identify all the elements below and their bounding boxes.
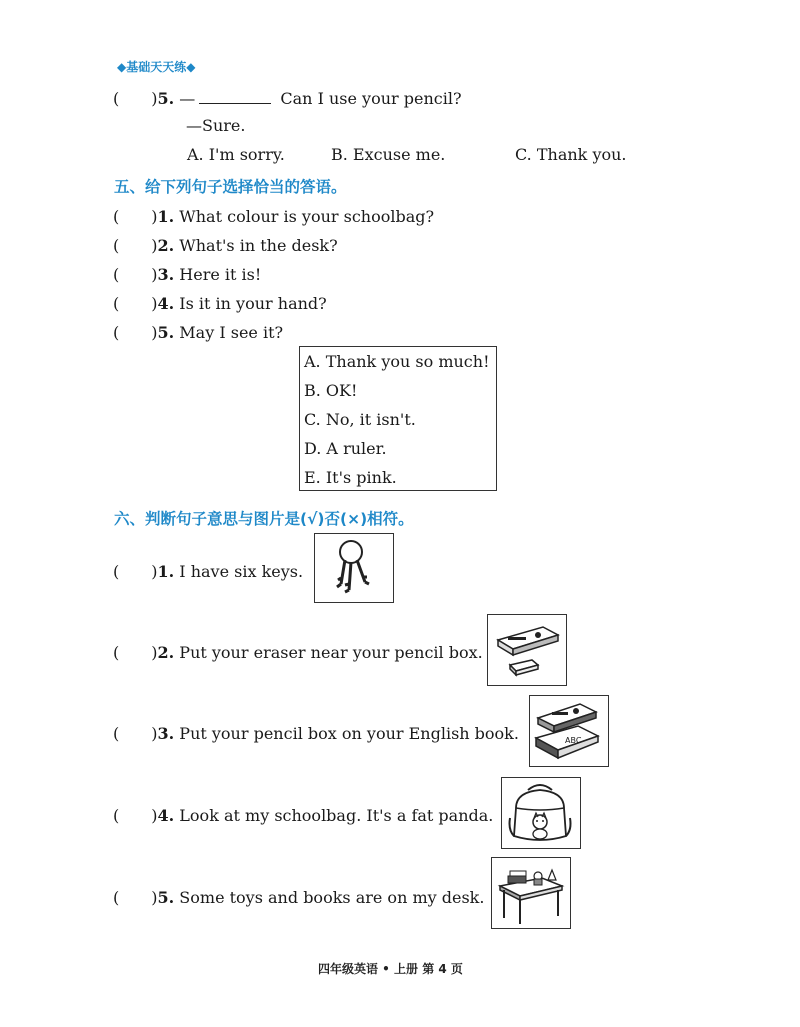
- schoolbag-picture: [501, 777, 581, 849]
- answer-paren[interactable]: ( ): [113, 643, 158, 662]
- pencil-box-eraser-icon: [488, 615, 565, 684]
- s6-question-4: [113, 803, 493, 826]
- q5-top-row: [113, 86, 462, 109]
- q5-option-c: C. Thank you.: [515, 145, 627, 164]
- s5-question-3: [113, 262, 261, 285]
- question-text: Put your pencil box on your English book.: [179, 724, 519, 743]
- question-number: 4.: [157, 294, 175, 313]
- dash: —: [179, 89, 196, 108]
- pencil-box-eraser-picture: [487, 614, 567, 686]
- answer-paren[interactable]: ( ): [113, 724, 158, 743]
- s5-question-4: [113, 291, 327, 314]
- desk-picture: [491, 857, 571, 929]
- question-number: 3.: [157, 724, 175, 743]
- question-number: 1.: [157, 562, 175, 581]
- s6-question-2: [113, 640, 483, 663]
- question-text: May I see it?: [179, 323, 284, 342]
- book-label: ABC: [565, 736, 582, 745]
- question-number: 2.: [157, 236, 175, 255]
- keys-icon: [315, 534, 392, 601]
- pencil-box-on-book-picture: [529, 695, 609, 767]
- answer-paren[interactable]: ( ): [113, 888, 158, 907]
- question-number: 5.: [157, 89, 175, 108]
- s5-question-1: [113, 204, 434, 227]
- q5-option-b: B. Excuse me.: [331, 145, 446, 164]
- question-text: Look at my schoolbag. It's a fat panda.: [179, 806, 494, 825]
- s5-question-2: [113, 233, 338, 256]
- keys-picture: [314, 533, 394, 603]
- answer-option-c: C. No, it isn't.: [304, 410, 416, 429]
- schoolbag-cat-icon: [502, 778, 579, 847]
- answer-paren[interactable]: ( ): [113, 323, 158, 342]
- answer-paren[interactable]: ( ): [113, 265, 158, 284]
- page-footer: 四年级英语 • 上册 第 4 页: [318, 962, 463, 976]
- question-number: 4.: [157, 806, 175, 825]
- s5-question-5: [113, 320, 283, 343]
- question-text: I have six keys.: [179, 562, 304, 581]
- question-number: 3.: [157, 265, 175, 284]
- question-number: 2.: [157, 643, 175, 662]
- fill-blank[interactable]: [199, 89, 271, 104]
- answer-options-box: [299, 346, 497, 491]
- s6-question-3: [113, 721, 519, 744]
- answer-option-d: D. A ruler.: [304, 439, 387, 458]
- answer-paren[interactable]: ( ): [113, 89, 158, 108]
- answer-paren[interactable]: ( ): [113, 207, 158, 226]
- s6-question-1: [113, 559, 303, 582]
- answer-option-b: B. OK!: [304, 381, 358, 400]
- question-text: Here it is!: [179, 265, 262, 284]
- answer-paren[interactable]: ( ): [113, 236, 158, 255]
- answer-option-a: A. Thank you so much!: [304, 352, 490, 371]
- question-text: Some toys and books are on my desk.: [179, 888, 485, 907]
- pencil-box-on-book-icon: [530, 696, 607, 765]
- answer-paren[interactable]: ( ): [113, 806, 158, 825]
- question-text: Is it in your hand?: [179, 294, 327, 313]
- section-6-title: 六、判断句子意思与图片是(√)否(×)相符。: [114, 510, 414, 528]
- section-5-title: 五、给下列句子选择恰当的答语。: [114, 178, 347, 196]
- desk-toys-icon: [492, 858, 569, 927]
- question-text: What colour is your schoolbag?: [179, 207, 435, 226]
- q5-reply: —Sure.: [186, 116, 246, 135]
- question-number: 1.: [157, 207, 175, 226]
- s6-question-5: [113, 885, 484, 908]
- question-number: 5.: [157, 323, 175, 342]
- question-text: Put your eraser near your pencil box.: [179, 643, 483, 662]
- header-tag: ◆基础天天练◆: [117, 60, 196, 74]
- answer-paren[interactable]: ( ): [113, 562, 158, 581]
- question-text: Can I use your pencil?: [280, 89, 462, 108]
- q5-option-a: A. I'm sorry.: [187, 145, 285, 164]
- question-text: What's in the desk?: [179, 236, 338, 255]
- question-number: 5.: [157, 888, 175, 907]
- answer-paren[interactable]: ( ): [113, 294, 158, 313]
- answer-option-e: E. It's pink.: [304, 468, 397, 487]
